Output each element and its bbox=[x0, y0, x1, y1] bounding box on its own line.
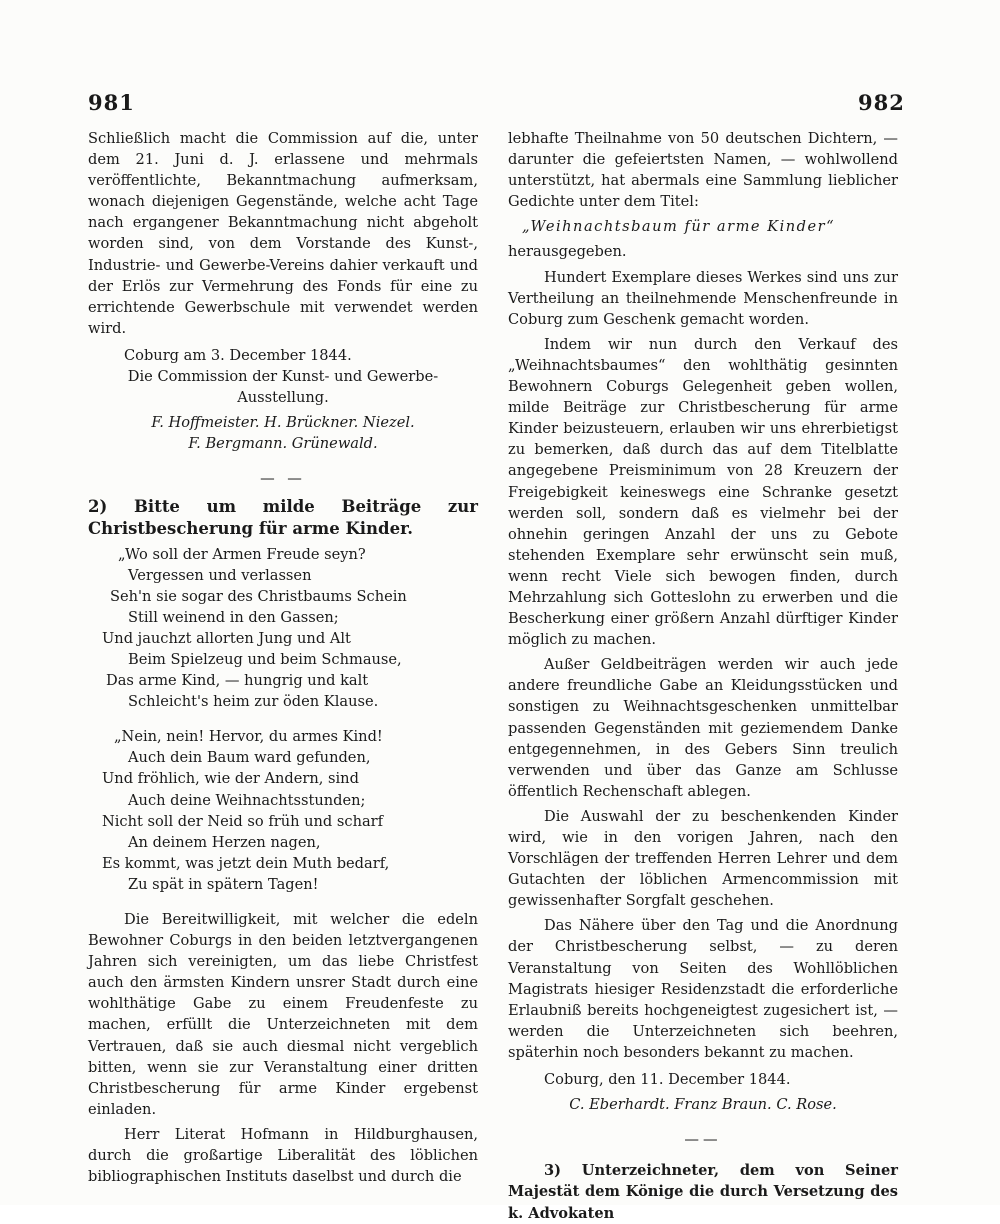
gifts-paragraph: Außer Geldbeiträgen werden wir auch jede andere freundliche Gabe an Kleidungsstücken und sonstigen zu Weihnachtsgeschenken unmittelbar passenden Gegenständen mit geziemendem Danke entgegennehmen, in des Gebers Sinn treulich verwenden und über das Ganze am Schlusse öffentlich Rechenschaft ablegen. bbox=[508, 656, 898, 800]
place-date: Coburg am 3. December 1844. bbox=[124, 346, 352, 364]
signers-line-1: F. Hoffmeister. H. Brückner. Niezel. bbox=[151, 414, 415, 432]
commission-name: Die Commission der Kunst- und Gewerbe-Ausstellung. bbox=[127, 368, 439, 407]
sale-paragraph: Indem wir nun durch den Verkauf des „Weihnachtsbaumes“ den wohlthätig gesinnten Bewohnern Coburgs Gelegenheit geben wollen, milde Beiträge zur Christbescherung für arme Kinder beizusteuern, erlauben wir uns ehrerbietigst zu bemerken, daß durch das auf dem Titelblatte angegebene Preisminimum von 28 Kreuzern der Freigebigkeit keineswegs eine Schranke gesetzt werden soll, sondern daß es vielmehr bei der ohnehin geringen Anzahl der uns zu Gebote stehenden Exemplare sehr erwünscht sein muß, wenn recht Viele sich bewogen finden, durch Mehrzahlung sich Gotteslohn zu erwerben und die Bescherkung einer größern Anzahl dürftiger Kinder möglich zu machen. bbox=[508, 335, 898, 649]
poem-stanza-1 bbox=[88, 544, 478, 713]
notice-paragraph: Schließlich macht die Commission auf die, unter dem 21. Juni d. J. erlassene und mehrmals veröffentlichte, Bekanntmachung aufmerksam, wonach diejenigen Gegenstände, welche acht Tage nach ergangener Bekanntmachung nicht abgeholt worden sind, von dem Vorstande des Kunst-, Industrie- und Gewerbe-Vereins dahier verkauft und der Erlös zur Vermehrung des Fonds für eine zu errichtende Gewerbschule mit verwendet werden wird. bbox=[88, 130, 478, 337]
book-title: „Weihnachtsbaum für arme Kinder“ bbox=[522, 218, 836, 236]
poem-line: „Nein, nein! Hervor, du armes Kind! bbox=[114, 728, 383, 746]
separator-right: —— bbox=[684, 1131, 722, 1149]
section-heading: 2) Bitte um milde Beiträge zur Christbescherung für arme Kinder. bbox=[88, 496, 478, 538]
poem-line: Still weinend in den Gassen; bbox=[128, 608, 339, 626]
poem-line: Und jauchzt allorten Jung und Alt bbox=[102, 629, 351, 647]
details-paragraph: Das Nähere über den Tag und die Anordnung der Christbescherung selbst, — zu deren Veranstaltung von Seiten des Wohllöblichen Magistrats hiesiger Residenzstadt die erforderliche Erlaubniß bereits hochgeneigtest zugesichert ist, — werden die Unterzeichneten sich beehren, späterhin noch besonders bekannt zu machen. bbox=[508, 917, 898, 1061]
poem-line: Nicht soll der Neid so früh und scharf bbox=[102, 812, 384, 830]
published-line: herausgegeben. bbox=[508, 243, 627, 261]
poem-line: Schleicht's heim zur öden Klause. bbox=[128, 693, 379, 711]
poem-line: Und fröhlich, wie der Andern, sind bbox=[102, 770, 359, 788]
continued-paragraph: lebhafte Theilnahme von 50 deutschen Dichtern, — darunter die gefeiertsten Namen, — wohlwollend unterstützt, hat abermals eine Sammlung lieblicher Gedichte unter dem Titel: bbox=[508, 130, 898, 211]
poem-line: Es kommt, was jetzt dein Muth bedarf, bbox=[102, 854, 390, 872]
left-column bbox=[88, 128, 478, 1187]
right-column bbox=[508, 128, 898, 1224]
page-number-left: 981 bbox=[88, 90, 135, 115]
place-date-right: Coburg, den 11. December 1844. bbox=[544, 1071, 791, 1089]
poem-line: Auch deine Weihnachtsstunden; bbox=[128, 791, 366, 809]
willingness-paragraph: Die Bereitwilligkeit, mit welcher die edeln Bewohner Coburgs in den beiden letztvergangenen Jahren sich vereinigten, um das liebe Christfest auch den ärmsten Kindern unsrer Stadt durch eine wohlthätige Gabe zu einem Freudenfeste zu machen, erfüllt die Unterzeichneten mit dem Vertrauen, daß sie auch diesmal nicht vergeblich bitten, wenn sie zur Veranstaltung einer dritten Christbescherung für arme Kinder ergebenst einladen. bbox=[88, 911, 478, 1118]
poem-line: Zu spät in spätern Tagen! bbox=[128, 875, 319, 893]
poem-line: Seh'n sie sogar des Christbaums Schein bbox=[110, 587, 407, 605]
signers-line-2: F. Bergmann. Grünewald. bbox=[188, 435, 378, 453]
third-notice-paragraph: 3) Unterzeichneter, dem von Seiner Majestät dem Könige die durch Versetzung des k. Advokaten bbox=[508, 1162, 898, 1222]
poem-line: Vergessen und verlassen bbox=[128, 566, 312, 584]
poem-line: „Wo soll der Armen Freude seyn? bbox=[118, 545, 366, 563]
page-number-right: 982 bbox=[858, 90, 905, 115]
copies-paragraph: Hundert Exemplare dieses Werkes sind uns zur Vertheilung an theilnehmende Menschenfreunde in Coburg zum Geschenk gemacht worden. bbox=[508, 268, 898, 328]
signers-right: C. Eberhardt. Franz Braun. C. Rose. bbox=[569, 1096, 837, 1114]
poem-line: An deinem Herzen nagen, bbox=[128, 833, 321, 851]
poem-line: Das arme Kind, — hungrig und kalt bbox=[106, 672, 369, 690]
hofmann-paragraph: Herr Literat Hofmann in Hildburghausen, durch die großartige Liberalität des löblichen bibliographischen Instituts daselbst und durch die bbox=[88, 1125, 478, 1186]
poem-line: Auch dein Baum ward gefunden, bbox=[128, 749, 371, 767]
poem-stanza-2 bbox=[88, 726, 478, 895]
poem-line: Beim Spielzeug und beim Schmause, bbox=[128, 650, 402, 668]
separator: — — bbox=[260, 470, 306, 488]
selection-paragraph: Die Auswahl der zu beschenkenden Kinder wird, wie in den vorigen Jahren, nach den Vorschlägen der treffenden Herren Lehrer und dem Gutachten der löblichen Armencommission mit gewissenhafter Sorgfalt geschehen. bbox=[508, 807, 898, 910]
